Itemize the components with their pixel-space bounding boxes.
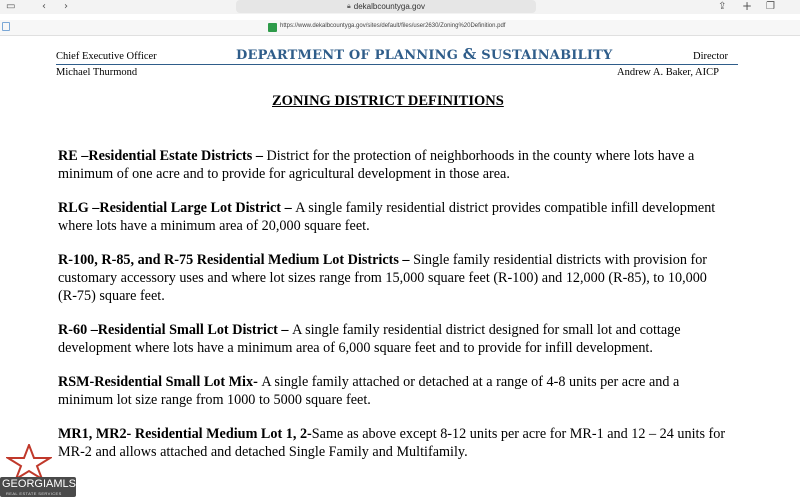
browser-toolbar (0, 0, 800, 14)
definition-term: R-60 –Residential Small Lot District – (58, 322, 293, 338)
definition-text: District for the protection of neighborhoods in the county where lots have a minimum of one acre and to provide for agricultural development in those area. (58, 148, 695, 182)
definition-item (58, 321, 728, 357)
director-title: Director (693, 51, 728, 62)
share-icon[interactable]: ⇪ (718, 1, 727, 12)
site-favicon (268, 23, 277, 32)
definition-term: R-100, R-85, and R-75 Residential Medium Lot Districts – (58, 252, 414, 268)
pdf-url[interactable]: https://www.dekalbcountyga.gov/sites/default/files/user2630/Zoning%20Definition.pdf (280, 23, 506, 29)
definition-term: RE –Residential Estate Districts – (58, 148, 267, 164)
definition-item (58, 251, 728, 305)
ceo-name: Michael Thurmond (56, 67, 138, 78)
director-name: Andrew A. Baker, AICP (617, 67, 719, 78)
definition-text: A single family attached or detached at a range of 4-8 units per acre and a minimum lot size range from 1000 to 5000 square feet. (58, 374, 680, 408)
definition-item (58, 199, 728, 235)
star-logo-icon (6, 444, 52, 480)
department-ampersand: & (462, 45, 477, 63)
sidebar-icon[interactable]: ▭ (6, 1, 16, 12)
definition-item (58, 147, 728, 183)
address-field[interactable] (236, 0, 536, 13)
definition-text: A single family residential district designed for small lot and cottage development where lots have a minimum area of 6,000 square feet and to provide for infill development. (58, 322, 681, 356)
document-title: ZONING DISTRICT DEFINITIONS (272, 93, 504, 109)
chevron-right-icon[interactable]: › (64, 1, 68, 12)
watermark-brand: GEORGIAMLS (2, 478, 76, 490)
definition-term: RLG –Residential Large Lot District – (58, 200, 296, 216)
department-name (236, 45, 613, 63)
definition-item (58, 373, 728, 409)
sidebar-toggle-icon[interactable] (2, 22, 10, 31)
tabs-icon[interactable]: ❐ (766, 1, 775, 12)
letterhead-divider (56, 64, 738, 65)
ceo-title: Chief Executive Officer (56, 51, 157, 62)
plus-icon[interactable]: + (742, 0, 753, 13)
chevron-left-icon[interactable]: ‹ (42, 1, 46, 12)
definitions-list (58, 147, 728, 477)
definition-term: MR1, MR2- Residential Medium Lot 1, 2- (58, 426, 312, 442)
definition-item (58, 425, 728, 461)
address-domain: dekalbcountyga.gov (353, 2, 425, 11)
definition-term: RSM-Residential Small Lot Mix- (58, 374, 262, 390)
watermark-tagline: REAL ESTATE SERVICES (6, 491, 62, 496)
definition-text: A single family residential district provides compatible infill development where lots have a minimum area of 20,000 square feet. (58, 200, 716, 234)
department-name-post: SUSTAINABILITY (476, 48, 613, 63)
georgiamls-watermark (0, 444, 78, 497)
definition-text: Single family residential districts with provision for customary accessory uses and where lot sizes range from 15,000 square feet (R-100) and 12,000 (R-85), to 10,000 (R-75) square feet. (58, 252, 708, 304)
department-name-pre: DEPARTMENT OF PLANNING (236, 48, 463, 63)
lock-icon: 🔒︎ (347, 2, 351, 10)
definition-text: Same as above except 8-12 units per acre for MR-1 and 12 – 24 units for MR-2 and allows attached and detached Single Family and Multifamily. (58, 426, 726, 460)
